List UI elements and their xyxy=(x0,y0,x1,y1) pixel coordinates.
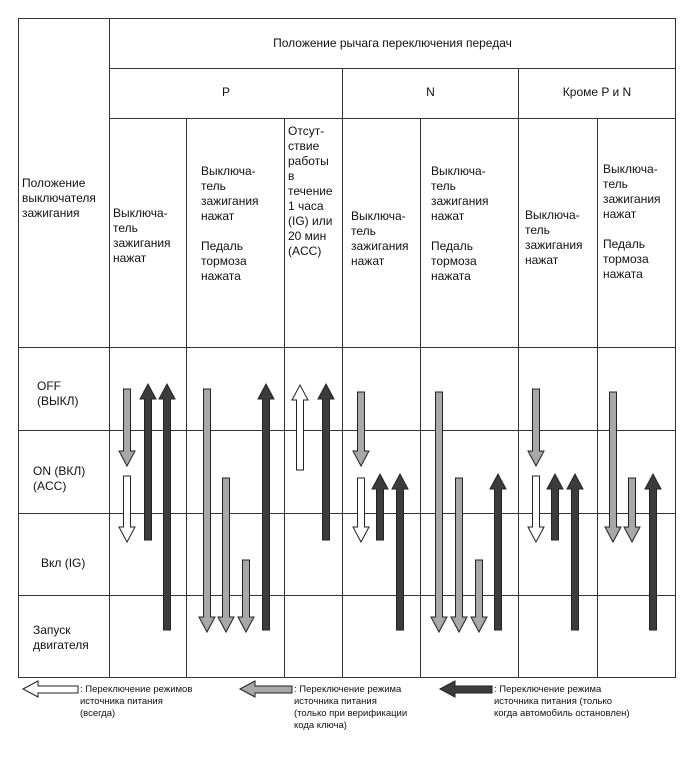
column-header: Выключа- тель зажигания нажат xyxy=(351,209,409,268)
group-other-header: Кроме P и N xyxy=(562,85,632,99)
legend-white-arrow xyxy=(23,681,78,697)
column-header: Выключа- тель зажигания нажат xyxy=(113,206,171,265)
column-header: Выключа- тель зажигания нажат Педаль тормоза нажата xyxy=(603,162,661,281)
lever-position-header: Положение рычага переключения передач xyxy=(273,36,512,50)
legend-black-text: : Переключение режима источника питания (только когда автомобиль остановлен) xyxy=(494,684,630,719)
column-header: Отсут- ствие работы в течение 1 часа (IG) или 20 мин (ACC) xyxy=(288,124,333,258)
column-header: Выключа- тель зажигания нажат Педаль тормоза нажата xyxy=(201,164,259,283)
row-label-on-acc: ON (ВКЛ) (ACC) xyxy=(33,464,86,493)
column-header: Выключа- тель зажигания нажат Педаль тормоза нажата xyxy=(431,164,489,283)
row-label-start: Запуск двигателя xyxy=(33,623,89,652)
group-p-header: P xyxy=(221,85,230,99)
legend-gray-arrow xyxy=(240,681,292,697)
legend-gray-text: : Переключение режима источника питания (только при верификации кода ключа) xyxy=(294,684,408,731)
row-label-off: OFF (ВЫКЛ) xyxy=(37,379,79,408)
ignition-position-header: Положение выключателя зажигания xyxy=(22,176,96,220)
legend-black-arrow xyxy=(440,681,492,697)
group-n-header: N xyxy=(426,85,435,99)
row-label-ig: Вкл (IG) xyxy=(41,556,86,570)
column-header: Выключа- тель зажигания нажат xyxy=(525,208,583,267)
legend-white-text: : Переключение режимов источника питания (всегда) xyxy=(80,684,193,719)
